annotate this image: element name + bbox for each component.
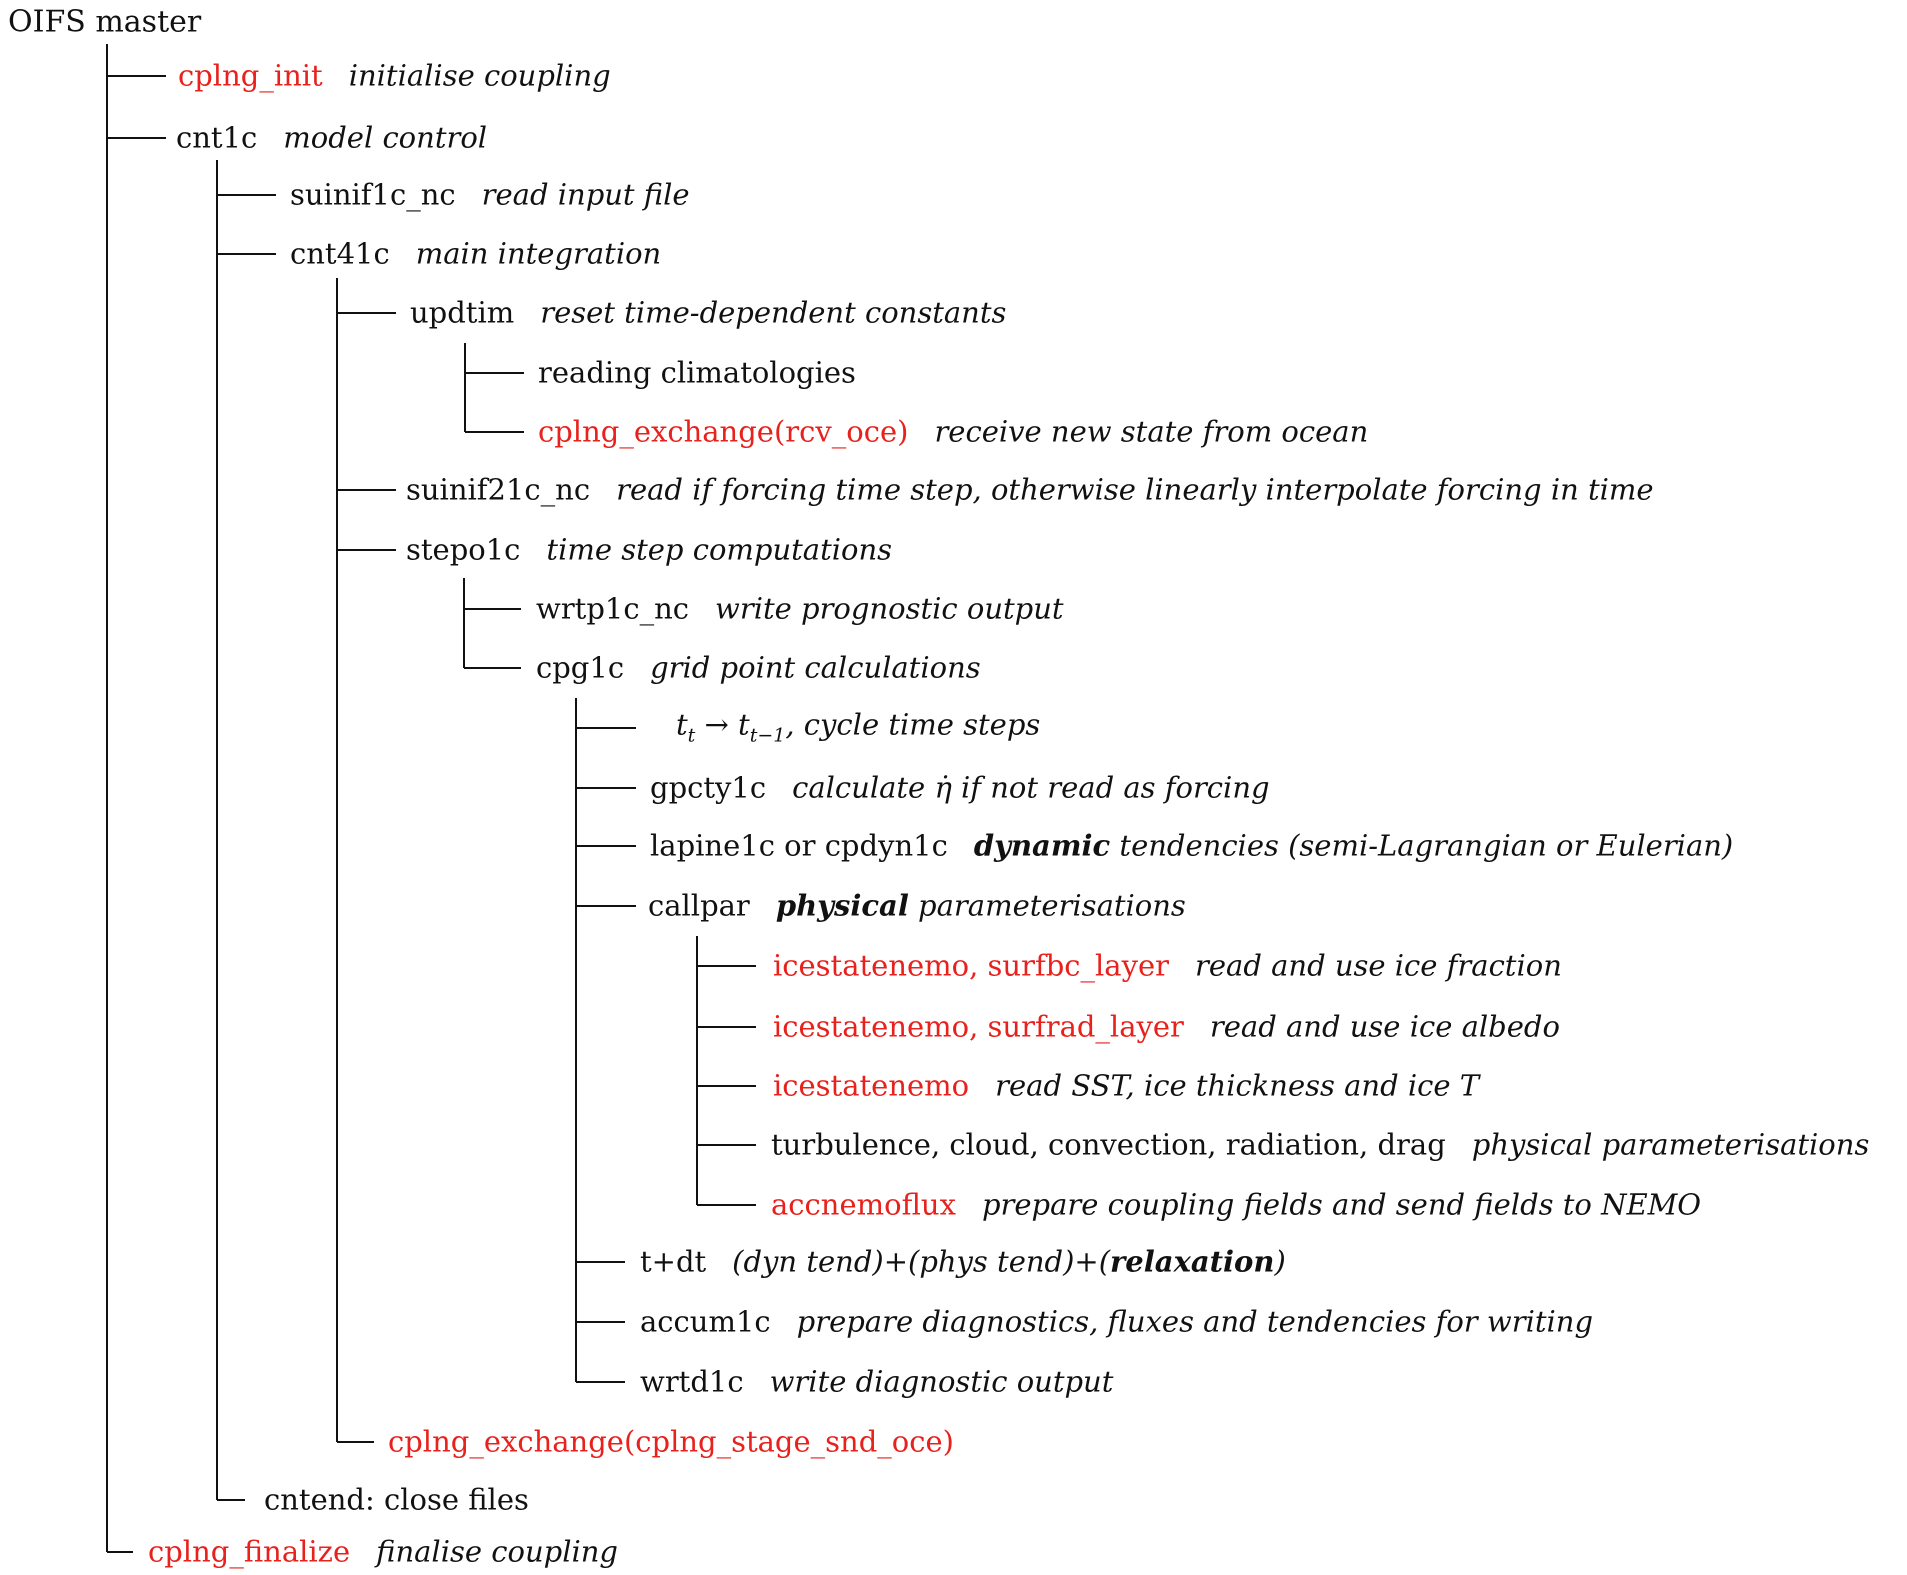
node-name: cplng_finalize: [148, 1534, 351, 1569]
node-description: receive new state from ocean: [934, 414, 1369, 449]
node-name: wrtd1c: [640, 1364, 744, 1399]
node-cplng-exchange-rcv: [538, 414, 1369, 449]
node-gpcty1c: [650, 770, 1270, 805]
node-accnemoflux: [771, 1187, 1702, 1222]
node-name: updtim: [410, 295, 515, 330]
node-cnt41c: [290, 236, 662, 271]
node-name: cplng_exchange(rcv_oce): [538, 414, 909, 449]
node-cntend: [264, 1482, 529, 1517]
node-cplng-finalize: [148, 1534, 618, 1569]
node-turbulence-cloud: [771, 1127, 1870, 1162]
node-name: icestatenemo: [773, 1068, 970, 1103]
node-name: gpcty1c: [650, 770, 767, 805]
math-subscript-t: t: [687, 724, 696, 747]
node-description: main integration: [415, 236, 662, 271]
node-description: finalise coupling: [376, 1534, 618, 1569]
node-description: read and use ice fraction: [1195, 948, 1562, 983]
node-name: accum1c: [640, 1304, 771, 1339]
node-name: cpg1c: [536, 650, 625, 685]
node-reading-climatologies: [538, 355, 856, 390]
node-name: accnemoflux: [771, 1187, 956, 1222]
node-wrtp1c-nc: [536, 591, 1064, 626]
node-cnt1c: [176, 120, 488, 155]
desc-part: (dyn tend)+(phys tend)+(: [732, 1244, 1111, 1279]
node-icestatenemo-surfrad: [773, 1009, 1560, 1044]
desc-part: if not read as forcing: [951, 770, 1270, 805]
node-name: reading climatologies: [538, 355, 856, 390]
node-name: turbulence, cloud, convection, radiation, drag: [771, 1127, 1446, 1162]
node-stepo1c: [406, 532, 893, 567]
node-name: icestatenemo, surfbc_layer: [773, 948, 1169, 983]
node-name: suinif21c_nc: [406, 472, 591, 507]
node-description: read input file: [481, 177, 690, 212]
node-description: [732, 1245, 1286, 1279]
node-description: [776, 889, 1186, 923]
node-lapine1c-cpdyn1c: [650, 828, 1734, 863]
desc-part: tendencies (semi-Lagrangian or Eulerian): [1110, 828, 1734, 863]
desc-emphasis: relaxation: [1110, 1244, 1275, 1279]
node-t-plus-dt: [640, 1244, 1286, 1279]
math-subscript-t-minus-1: t−1: [749, 724, 786, 747]
node-name: wrtp1c_nc: [536, 591, 690, 626]
node-description: prepare diagnostics, fluxes and tendencies for writing: [796, 1304, 1594, 1339]
math-t-prev: t: [738, 707, 750, 742]
node-name: cplng_exchange(cplng_stage_snd_oce): [388, 1424, 954, 1459]
node-description: write prognostic output: [715, 591, 1064, 626]
node-suinif1c-nc: [290, 177, 690, 212]
node-description: reset time-dependent constants: [540, 295, 1007, 330]
node-callpar: [648, 888, 1186, 923]
node-wrtd1c: [640, 1364, 1114, 1399]
node-description: grid point calculations: [650, 650, 981, 685]
desc-part: calculate: [792, 770, 935, 805]
node-description: write diagnostic output: [769, 1364, 1114, 1399]
node-cplng-exchange-snd: [388, 1424, 954, 1459]
node-description: , cycle time steps: [785, 707, 1041, 742]
node-name: icestatenemo, surfrad_layer: [773, 1009, 1184, 1044]
node-name: cntend: close files: [264, 1482, 529, 1517]
node-name: lapine1c or cpdyn1c: [650, 828, 948, 863]
node-cycle-time-steps: [676, 707, 1041, 747]
node-accum1c: [640, 1304, 1594, 1339]
node-name: t+dt: [640, 1244, 707, 1279]
desc-part: ): [1274, 1244, 1286, 1279]
node-description: physical parameterisations: [1471, 1127, 1870, 1162]
node-name: cplng_init: [178, 58, 323, 93]
node-icestatenemo: [773, 1068, 1480, 1103]
node-description: [792, 771, 1269, 805]
math-t: t: [676, 707, 688, 742]
eta-dot-symbol: η̇: [934, 770, 952, 805]
node-description: prepare coupling fields and send fields to NEMO: [981, 1187, 1702, 1222]
node-description: initialise coupling: [348, 58, 611, 93]
node-description: read if forcing time step, otherwise linearly interpolate forcing in time: [616, 472, 1654, 507]
arrow-icon: →: [704, 707, 729, 742]
node-description: model control: [283, 120, 488, 155]
node-name: suinif1c_nc: [290, 177, 456, 212]
desc-part: parameterisations: [908, 888, 1186, 923]
root-node-oifs-master: OIFS master: [8, 4, 202, 40]
desc-emphasis: dynamic: [973, 828, 1111, 863]
node-description: [974, 829, 1733, 863]
node-description: time step computations: [546, 532, 893, 567]
node-description: read SST, ice thickness and ice T: [995, 1068, 1480, 1103]
node-cpg1c: [536, 650, 981, 685]
node-cplng-init: [178, 58, 611, 93]
node-icestatenemo-surfbc: [773, 948, 1562, 983]
node-description: read and use ice albedo: [1209, 1009, 1560, 1044]
desc-emphasis: physical: [775, 888, 909, 923]
node-name: stepo1c: [406, 532, 521, 567]
node-name: cnt1c: [176, 120, 258, 155]
node-name: cnt41c: [290, 236, 390, 271]
node-suinif21c-nc: [406, 472, 1654, 507]
node-updtim: [410, 295, 1007, 330]
node-name: callpar: [648, 888, 750, 923]
